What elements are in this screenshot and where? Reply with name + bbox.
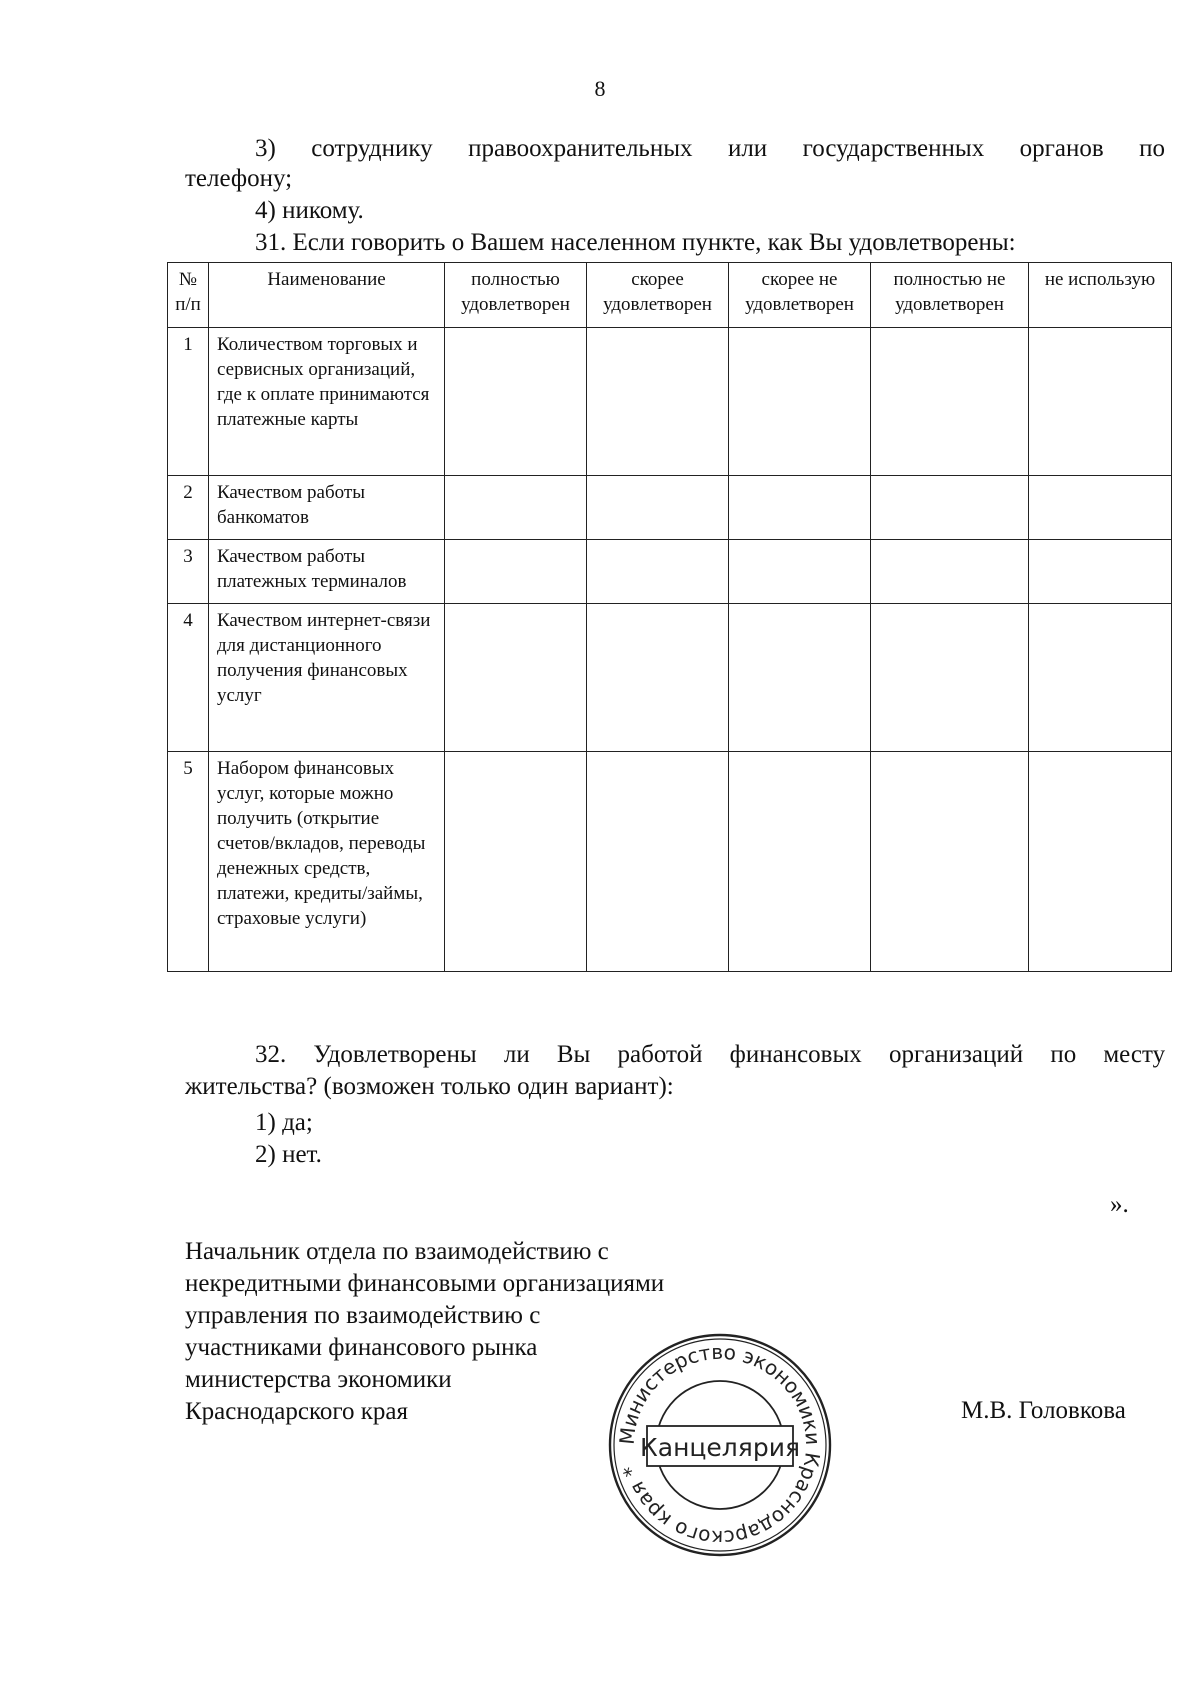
q32-line2: жительства? (возможен только один вариант): (185, 1073, 674, 1100)
answer-cell[interactable] (871, 540, 1029, 604)
header-rather-not-satisfied: скорее не удовлетворен (729, 263, 871, 328)
answer-cell[interactable] (871, 328, 1029, 476)
answer-cell[interactable] (445, 604, 587, 752)
position-line: некредитными финансовыми организациями (185, 1270, 665, 1297)
satisfaction-table (167, 262, 1172, 972)
stamp-ring-text: Министерство экономики Краснодарского края * (614, 1339, 826, 1551)
answer-cell[interactable] (871, 752, 1029, 972)
q30-word: или (727, 135, 768, 162)
answer-cell[interactable] (729, 476, 871, 540)
answer-cell[interactable] (587, 604, 729, 752)
answer-cell[interactable] (729, 604, 871, 752)
position-line: участниками финансового рынка (185, 1334, 538, 1361)
q32-word: Удовлетворены (313, 1041, 477, 1068)
answer-cell[interactable] (1029, 328, 1172, 476)
row-name: Качеством работы платежных терминалов (209, 540, 445, 604)
table-header-row (168, 263, 1172, 328)
page-number: 8 (594, 76, 606, 101)
table-row (168, 752, 1172, 972)
q32-option-2: 2) нет. (255, 1141, 322, 1168)
header-num: № п/п (168, 263, 209, 328)
q30-word: 3) (255, 135, 276, 162)
q32-word: ли (503, 1041, 530, 1068)
table-row (168, 328, 1172, 476)
answer-cell[interactable] (587, 540, 729, 604)
answer-cell[interactable] (871, 604, 1029, 752)
answer-cell[interactable] (729, 752, 871, 972)
table-row (168, 476, 1172, 540)
row-num: 3 (168, 540, 209, 604)
answer-cell[interactable] (1029, 540, 1172, 604)
q30-option-3-line1 (185, 134, 1165, 164)
q32-word: Вы (556, 1041, 591, 1068)
header-rather-satisfied: скорее удовлетворен (587, 263, 729, 328)
stamp-center-text: Канцелярия (640, 1433, 800, 1462)
header-name: Наименование (209, 263, 445, 328)
q30-option-3-line2: телефону; (185, 165, 293, 192)
q30-word: по (1139, 135, 1166, 162)
stamp-seal (605, 1330, 835, 1560)
answer-cell[interactable] (729, 328, 871, 476)
q31-title: 31. Если говорить о Вашем населенном пункте, как Вы удовлетворены: (255, 229, 1016, 256)
answer-cell[interactable] (1029, 476, 1172, 540)
row-num: 1 (168, 328, 209, 476)
row-num: 5 (168, 752, 209, 972)
q32-word: по (1050, 1041, 1077, 1068)
q32-line1 (185, 1040, 1165, 1070)
q32-option-1: 1) да; (255, 1109, 313, 1136)
header-not-use: не использую (1029, 263, 1172, 328)
answer-cell[interactable] (587, 328, 729, 476)
q30-word: правоохранительных (468, 135, 693, 162)
row-num: 4 (168, 604, 209, 752)
answer-cell[interactable] (445, 752, 587, 972)
q30-word: государственных (802, 135, 985, 162)
answer-cell[interactable] (587, 476, 729, 540)
answer-cell[interactable] (871, 476, 1029, 540)
position-line: Начальник отдела по взаимодействию с (185, 1238, 609, 1265)
row-name: Качеством интернет-связи для дистанционного получения финансовых услуг (209, 604, 445, 752)
answer-cell[interactable] (1029, 752, 1172, 972)
position-line: управления по взаимодействию с (185, 1302, 541, 1329)
signatory-name: М.В. Головкова (961, 1397, 1126, 1424)
row-name: Набором финансовых услуг, которые можно получить (открытие счетов/вкладов, переводы денежных средств, платежи, кредиты/займы, страховые услуги) (209, 752, 445, 972)
office-stamp (605, 1330, 835, 1560)
position-line: Краснодарского края (185, 1398, 408, 1425)
answer-cell[interactable] (445, 476, 587, 540)
row-name: Количеством торговых и сервисных организаций, где к оплате принимаются платежные карты (209, 328, 445, 476)
header-fully-not-satisfied: полностью не удовлетворен (871, 263, 1029, 328)
answer-cell[interactable] (445, 540, 587, 604)
answer-cell[interactable] (729, 540, 871, 604)
row-num: 2 (168, 476, 209, 540)
position-line: министерства экономики (185, 1366, 452, 1393)
answer-cell[interactable] (587, 752, 729, 972)
answer-cell[interactable] (445, 328, 587, 476)
header-fully-satisfied: полностью удовлетворен (445, 263, 587, 328)
table-row (168, 604, 1172, 752)
q32-word: организаций (888, 1041, 1024, 1068)
q32-word: 32. (255, 1041, 287, 1068)
table-row (168, 540, 1172, 604)
q30-word: органов (1019, 135, 1104, 162)
row-name: Качеством работы банкоматов (209, 476, 445, 540)
answer-cell[interactable] (1029, 604, 1172, 752)
closing-quote: ». (1110, 1191, 1129, 1218)
q30-option-4: 4) никому. (255, 197, 364, 224)
q32-word: работой (617, 1041, 703, 1068)
q32-word: месту (1103, 1041, 1166, 1068)
q32-word: финансовых (729, 1041, 862, 1068)
q30-word: сотруднику (311, 135, 433, 162)
